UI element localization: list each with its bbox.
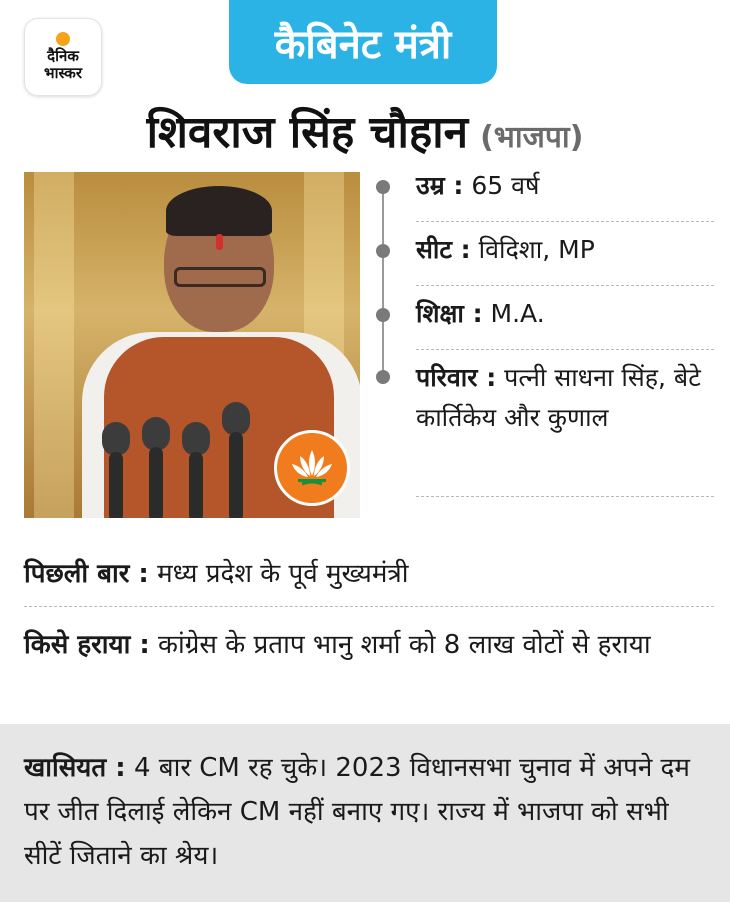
- party-name: (भाजपा): [480, 120, 584, 155]
- family-value: पत्नी साधना सिंह, बेटे कार्तिकेय और कुणाल: [416, 363, 701, 432]
- logo-line-1: दैनिक: [47, 47, 79, 65]
- seat-value: विदिशा, MP: [478, 235, 595, 264]
- defeated-value: कांग्रेस के प्रताप भानु शर्मा को 8 लाख वोटों से हराया: [158, 630, 651, 660]
- age-row: [416, 166, 712, 206]
- timeline-line: [382, 186, 384, 376]
- seat-row: [416, 230, 712, 270]
- brand-logo: [24, 18, 102, 96]
- speciality-text: [24, 746, 714, 878]
- timeline-dot: [376, 370, 390, 384]
- education-value: M.A.: [490, 299, 545, 328]
- age-value: 65 वर्ष: [471, 171, 540, 200]
- last-time-value: मध्य प्रदेश के पूर्व मुख्यमंत्री: [157, 559, 409, 589]
- name-row: [0, 100, 730, 164]
- category-tag: [229, 0, 497, 84]
- category-tag-label: कैबिनेट मंत्री: [274, 21, 452, 68]
- education-label: शिक्षा :: [416, 299, 483, 328]
- last-time-row: [24, 553, 714, 595]
- timeline-dot: [376, 180, 390, 194]
- defeated-label: किसे हराया :: [24, 630, 150, 660]
- defeated-row: [24, 624, 714, 666]
- lotus-icon: [274, 430, 350, 506]
- timeline-dot: [376, 244, 390, 258]
- logo-line-2: भास्कर: [44, 64, 82, 82]
- seat-label: सीट :: [416, 235, 471, 264]
- age-label: उम्र :: [416, 171, 464, 200]
- speciality-box: [0, 724, 730, 902]
- sun-icon: [56, 32, 70, 46]
- family-row: [416, 358, 712, 438]
- family-label: परिवार :: [416, 363, 497, 392]
- speciality-label: खासियत :: [24, 753, 126, 783]
- person-name: शिवराज सिंह चौहान: [146, 107, 469, 158]
- timeline-dot: [376, 308, 390, 322]
- last-time-label: पिछली बार :: [24, 559, 149, 589]
- speciality-value: 4 बार CM रह चुके। 2023 विधानसभा चुनाव में अपने दम पर जीत दिलाई लेकिन CM नहीं बनाए गए। राज्य में भाजपा को सभी सीटें जिताने का श्रेय।: [24, 753, 690, 871]
- education-row: [416, 294, 712, 334]
